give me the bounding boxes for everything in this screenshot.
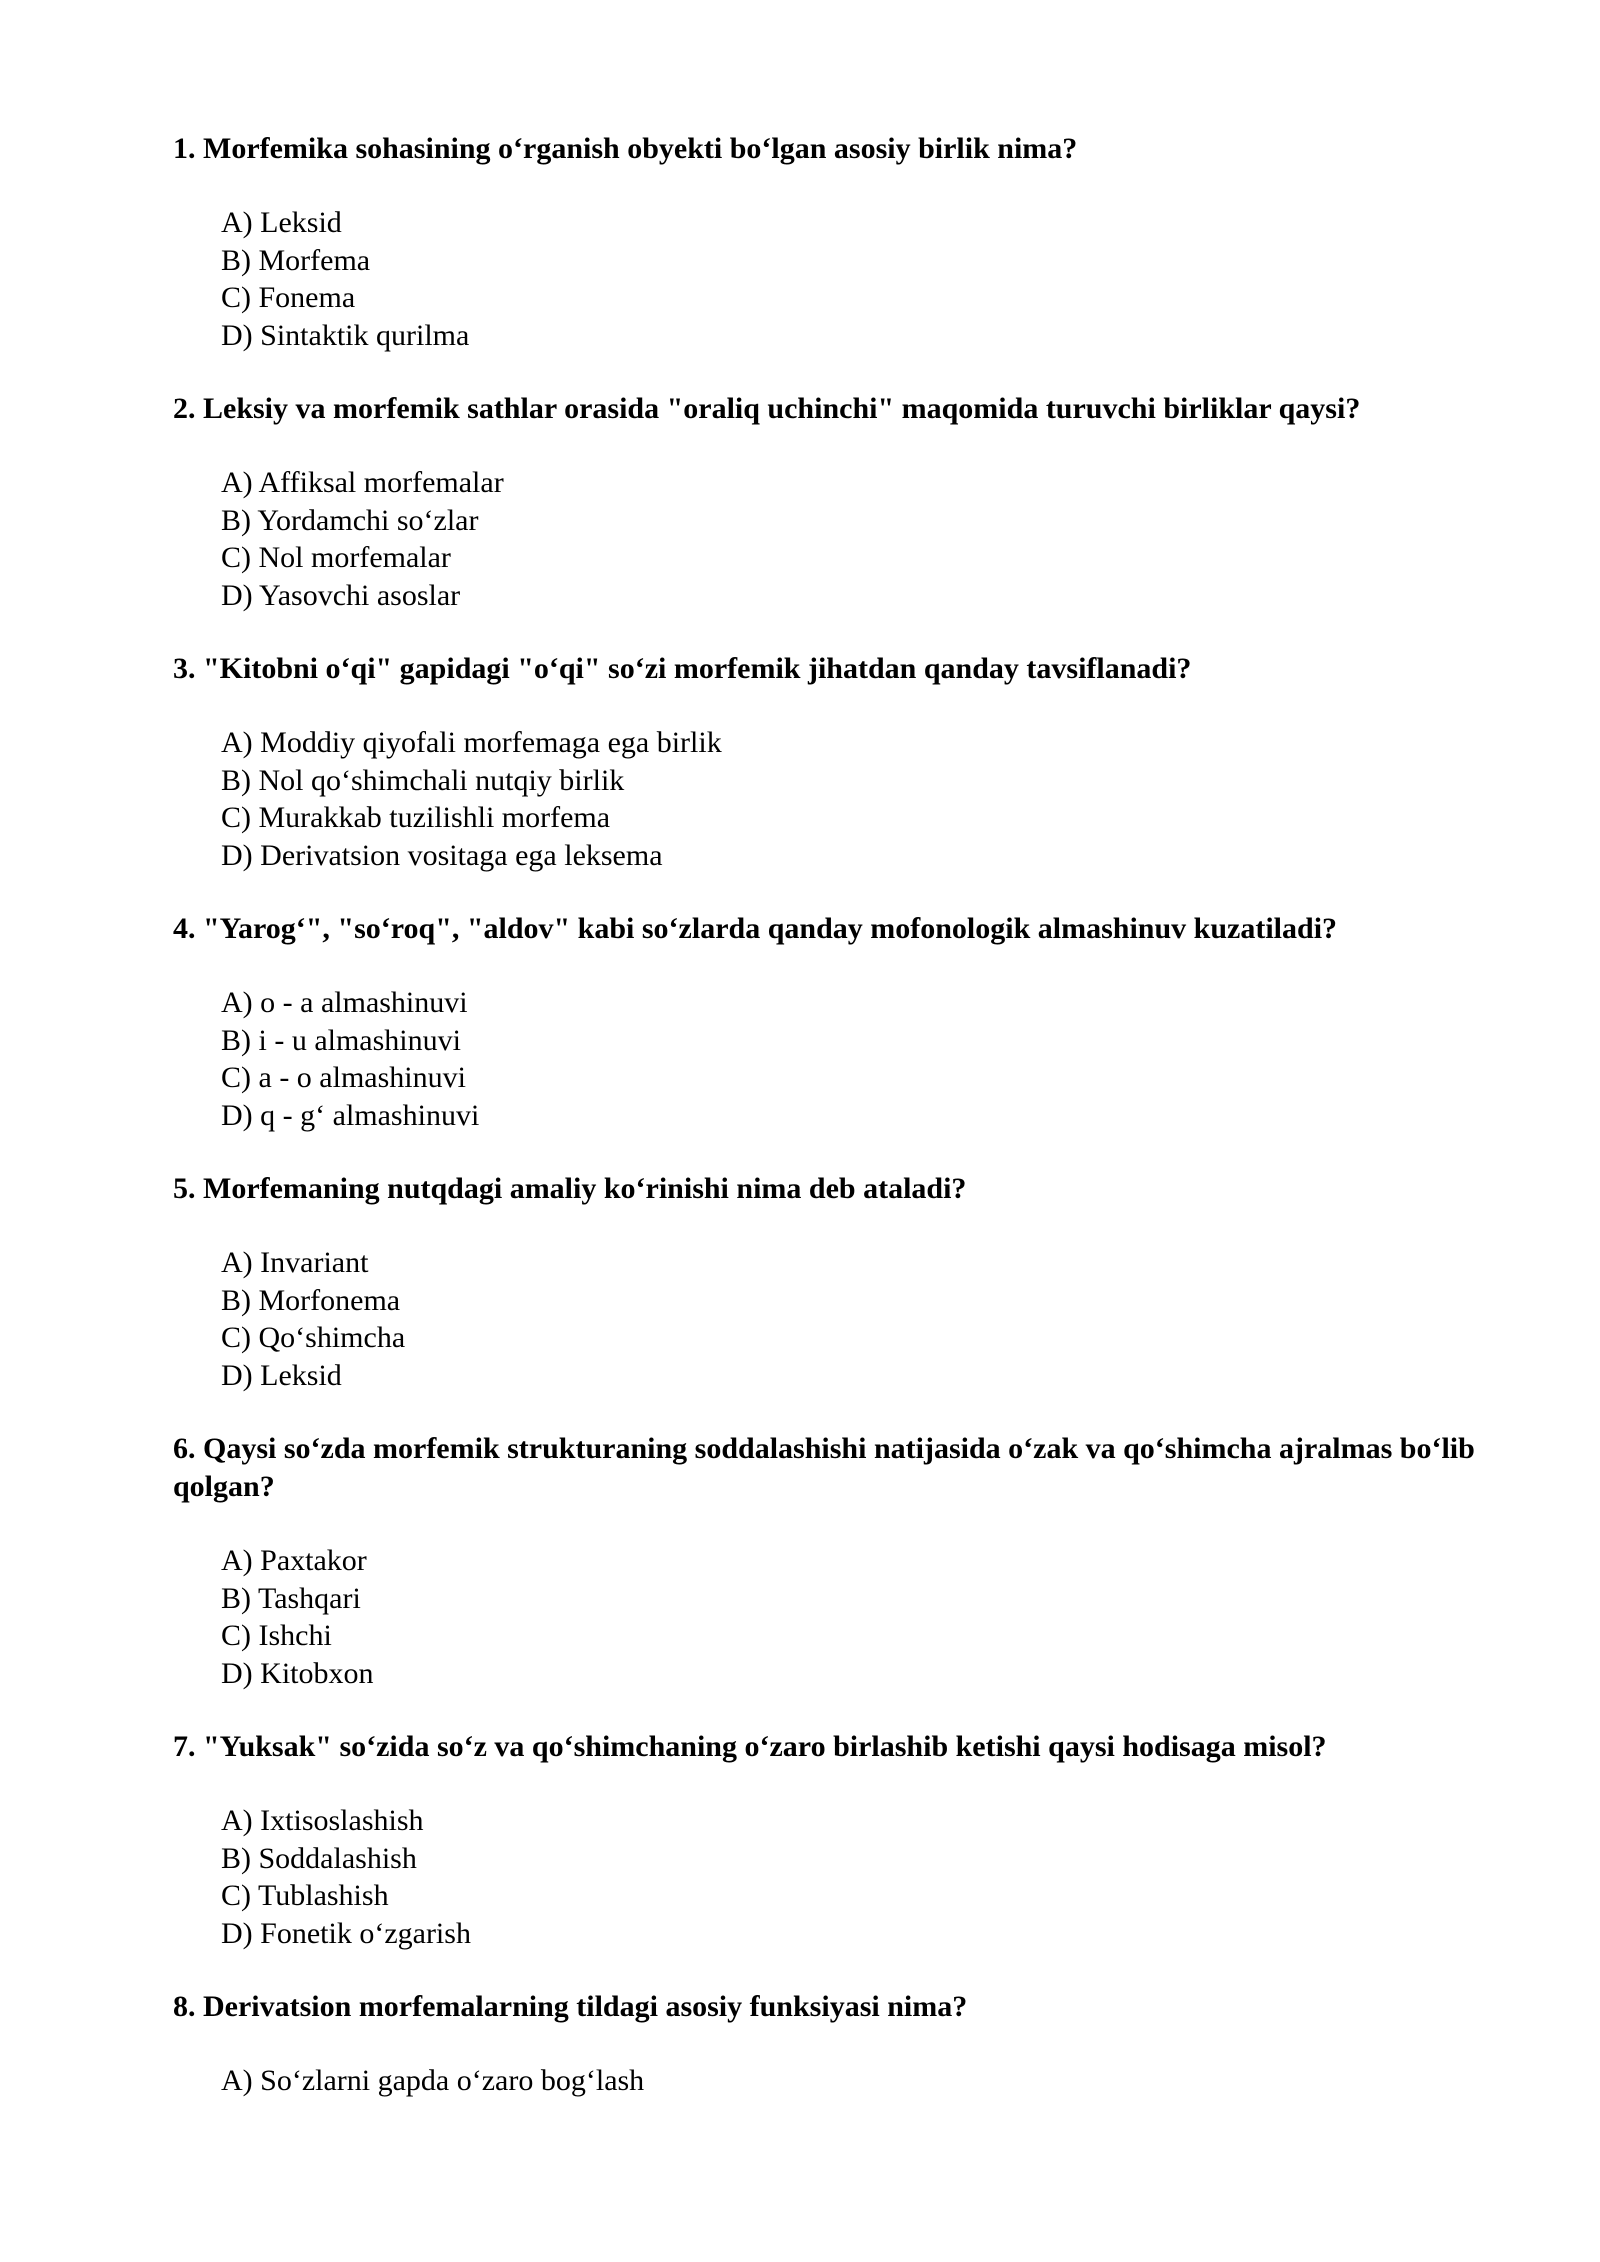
option-list bbox=[221, 464, 1513, 614]
option-list bbox=[221, 984, 1513, 1134]
option-d: D) Derivatsion vositaga ega leksema bbox=[221, 838, 663, 872]
option-b: B) Nol qo‘shimchali nutqiy birlik bbox=[221, 763, 625, 797]
question-text: 8. Derivatsion morfemalarning tildagi asosiy funksiyasi nima? bbox=[173, 1990, 968, 2023]
quiz-page bbox=[173, 130, 1513, 2100]
option-list bbox=[221, 724, 1513, 874]
question-6 bbox=[173, 1430, 1513, 1692]
question-5 bbox=[173, 1170, 1513, 1394]
question-text: 6. Qaysi so‘zda morfemik strukturaning soddalashishi natijasida o‘zak va qo‘shimcha ajralmas bo‘lib qolgan? bbox=[173, 1432, 1475, 1503]
question-text: 7. "Yuksak" so‘zida so‘z va qo‘shimchaning o‘zaro birlashib ketishi qaysi hodisaga misol? bbox=[173, 1730, 1327, 1763]
option-a: A) Leksid bbox=[221, 206, 342, 239]
question-1 bbox=[173, 130, 1513, 354]
option-d: D) Leksid bbox=[221, 1358, 342, 1392]
option-b: B) Morfema bbox=[221, 243, 371, 277]
option-c: C) Nol morfemalar bbox=[221, 541, 451, 574]
option-a: A) Paxtakor bbox=[221, 1544, 367, 1577]
option-c: C) Qo‘shimcha bbox=[221, 1321, 406, 1354]
option-b: B) Morfonema bbox=[221, 1283, 401, 1317]
option-c: C) Murakkab tuzilishli morfema bbox=[221, 801, 611, 834]
option-d: D) Sintaktik qurilma bbox=[221, 318, 470, 352]
option-list bbox=[221, 1802, 1513, 1952]
option-c: C) a - o almashinuvi bbox=[221, 1061, 466, 1094]
question-text: 1. Morfemika sohasining o‘rganish obyekti bo‘lgan asosiy birlik nima? bbox=[173, 132, 1078, 165]
option-list bbox=[221, 1244, 1513, 1394]
option-a: A) Invariant bbox=[221, 1246, 369, 1279]
option-b: B) Soddalashish bbox=[221, 1841, 417, 1875]
option-list bbox=[221, 204, 1513, 354]
option-list bbox=[221, 1542, 1513, 1692]
option-a: A) Affiksal morfemalar bbox=[221, 466, 504, 499]
option-a: A) Ixtisoslashish bbox=[221, 1804, 424, 1837]
question-8 bbox=[173, 1988, 1513, 2100]
option-c: C) Tublashish bbox=[221, 1879, 389, 1912]
question-3 bbox=[173, 650, 1513, 874]
option-a: A) So‘zlarni gapda o‘zaro bog‘lash bbox=[221, 2064, 645, 2097]
question-text: 3. "Kitobni o‘qi" gapidagi "o‘qi" so‘zi morfemik jihatdan qanday tavsiflanadi? bbox=[173, 652, 1192, 685]
option-d: D) q - g‘ almashinuvi bbox=[221, 1098, 480, 1132]
option-a: A) Moddiy qiyofali morfemaga ega birlik bbox=[221, 726, 722, 759]
question-7 bbox=[173, 1728, 1513, 1952]
question-text: 4. "Yarog‘", "so‘roq", "aldov" kabi so‘zlarda qanday mofonologik almashinuv kuzatiladi? bbox=[173, 912, 1338, 945]
option-c: C) Ishchi bbox=[221, 1619, 332, 1652]
question-text: 5. Morfemaning nutqdagi amaliy ko‘rinishi nima deb ataladi? bbox=[173, 1172, 967, 1205]
option-list bbox=[221, 2062, 1513, 2100]
question-4 bbox=[173, 910, 1513, 1134]
option-c: C) Fonema bbox=[221, 281, 356, 314]
question-text: 2. Leksiy va morfemik sathlar orasida "oraliq uchinchi" maqomida turuvchi birliklar qaysi? bbox=[173, 392, 1361, 425]
option-d: D) Kitobxon bbox=[221, 1656, 374, 1690]
option-b: B) Tashqari bbox=[221, 1581, 361, 1615]
option-d: D) Fonetik o‘zgarish bbox=[221, 1916, 471, 1950]
question-2 bbox=[173, 390, 1513, 614]
option-b: B) i - u almashinuvi bbox=[221, 1023, 461, 1057]
option-d: D) Yasovchi asoslar bbox=[221, 578, 461, 612]
option-a: A) o - a almashinuvi bbox=[221, 986, 468, 1019]
option-b: B) Yordamchi so‘zlar bbox=[221, 503, 479, 537]
